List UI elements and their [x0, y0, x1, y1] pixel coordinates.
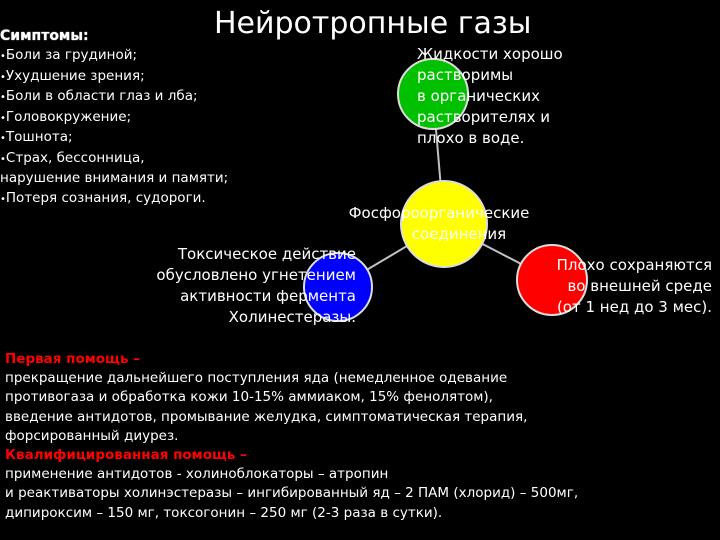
red-node-text — [504, 255, 712, 318]
text-line: соединения — [411, 225, 507, 243]
symptom-text: Потеря сознания, судороги. — [5, 189, 206, 206]
aid-section — [5, 350, 717, 523]
text-line: Жидкости хорошо — [417, 45, 563, 63]
text-line: Фосфороорганические — [348, 204, 530, 222]
blue-node-text — [108, 244, 356, 328]
symptoms-heading: Симптомы: — [0, 28, 89, 44]
text-line: Токсическое действие — [177, 245, 356, 263]
text-line: Плохо сохраняются — [556, 256, 712, 274]
text-line: растворимы — [417, 66, 514, 84]
text-line: обусловлено угнетением — [156, 266, 356, 284]
text-line: Холинестеразы. — [228, 308, 356, 326]
bullet-icon: • — [0, 153, 6, 165]
text-line: во внешней среде — [567, 277, 712, 295]
center-node-text — [332, 203, 546, 245]
qualified-aid-line: применение антидотов - холиноблокаторы – атропин — [5, 466, 389, 483]
bullet-icon: • — [0, 193, 6, 205]
text-line: в органических — [417, 87, 540, 105]
text-line: (от 1 нед до 3 мес). — [556, 298, 712, 316]
bullet-icon: • — [0, 133, 6, 144]
bullet-icon: • — [0, 71, 6, 83]
symptom-text: Боли за грудиной; — [5, 47, 138, 63]
text-line: растворителях и — [417, 108, 550, 126]
text-line: активности фермента — [180, 287, 356, 305]
bullet-icon: • — [0, 51, 6, 62]
symptom-text: Боли в области глаз и лба; — [5, 88, 198, 104]
first-aid-line: прекращение дальнейшего поступления яда (немедленное одевание — [5, 370, 508, 387]
text-line: плохо в воде. — [417, 129, 525, 147]
first-aid-line: введение антидотов, промывание желудка, симптоматическая терапия, — [5, 408, 528, 425]
bullet-icon: • — [0, 92, 6, 103]
green-node-text — [417, 44, 563, 149]
first-aid-heading: Первая помощь – — [5, 351, 140, 367]
first-aid-line: противогаза и обработка кожи 10-15% аммиаком, 15% фенолятом), — [5, 389, 493, 406]
slide-title: Нейротропные газы — [214, 6, 532, 41]
first-aid-line: форсированный диурез. — [5, 427, 179, 444]
symptom-text: Тошнота; — [5, 129, 73, 145]
bullet-icon: • — [0, 112, 6, 124]
symptom-text: Головокружение; — [5, 108, 132, 125]
symptom-text: нарушение внимания и памяти; — [0, 170, 229, 186]
symptom-text: Страх, бессонница, — [5, 149, 145, 166]
qualified-aid-line: дипироксим – 150 мг, токсогонин – 250 мг (2-3 раза в сутки). — [5, 504, 443, 521]
qualified-aid-line: и реактиваторы холинэстеразы – ингибированный яд – 2 ПАМ (хлорид) – 500мг, — [5, 485, 579, 502]
symptom-text: Ухудшение зрения; — [5, 67, 145, 84]
qualified-aid-heading: Квалифицированная помощь – — [5, 447, 247, 464]
